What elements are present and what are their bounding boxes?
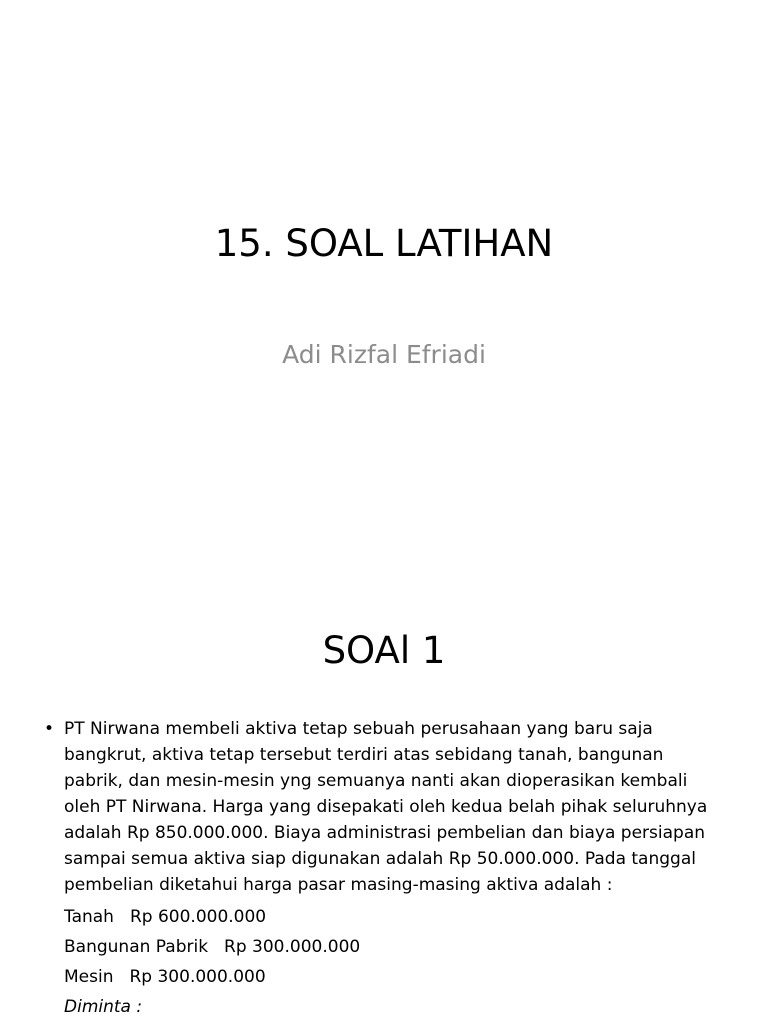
slide-body	[40, 716, 730, 1022]
paragraph-line: pembelian diketahui harga pasar masing-masing aktiva adalah :	[64, 875, 613, 895]
bullet-item	[40, 716, 730, 898]
content-slide	[0, 576, 768, 1024]
asset-price: Rp 300.000.000	[129, 967, 266, 987]
asset-row	[64, 902, 730, 932]
asked-label: Diminta :	[64, 997, 143, 1017]
paragraph-line: pabrik, dan mesin-mesin yng semuanya nanti akan dioperasikan kembali	[64, 771, 688, 791]
paragraph-line: oleh PT Nirwana. Harga yang disepakati oleh kedua belah pihak seluruhnya	[64, 797, 708, 817]
paragraph-line: PT Nirwana membeli aktiva tetap sebuah perusahaan yang baru saja	[64, 719, 653, 739]
slide-title: SOAl 1	[322, 629, 446, 672]
paragraph-line: bangkrut, aktiva tetap tersebut terdiri atas sebidang tanah, bangunan	[64, 745, 664, 765]
bullet-icon: •	[44, 719, 55, 739]
bullet-paragraph	[64, 716, 730, 898]
asset-name: Bangunan Pabrik	[64, 937, 209, 957]
asset-row	[64, 932, 730, 962]
slide-subtitle: Adi Rizfal Efriadi	[282, 340, 486, 369]
asset-name: Tanah	[64, 907, 114, 927]
asset-list	[40, 902, 730, 1022]
asset-name: Mesin	[64, 967, 114, 987]
asset-price: Rp 600.000.000	[129, 907, 267, 927]
asset-price: Rp 300.000.000	[224, 937, 361, 957]
paragraph-line: adalah Rp 850.000.000. Biaya administrasi pembelian dan biaya persiapan	[64, 823, 706, 843]
paragraph-line: sampai semua aktiva siap digunakan adalah Rp 50.000.000. Pada tanggal	[64, 849, 696, 869]
slide-title: 15. SOAL LATIHAN	[214, 222, 554, 265]
asset-row	[64, 962, 730, 992]
